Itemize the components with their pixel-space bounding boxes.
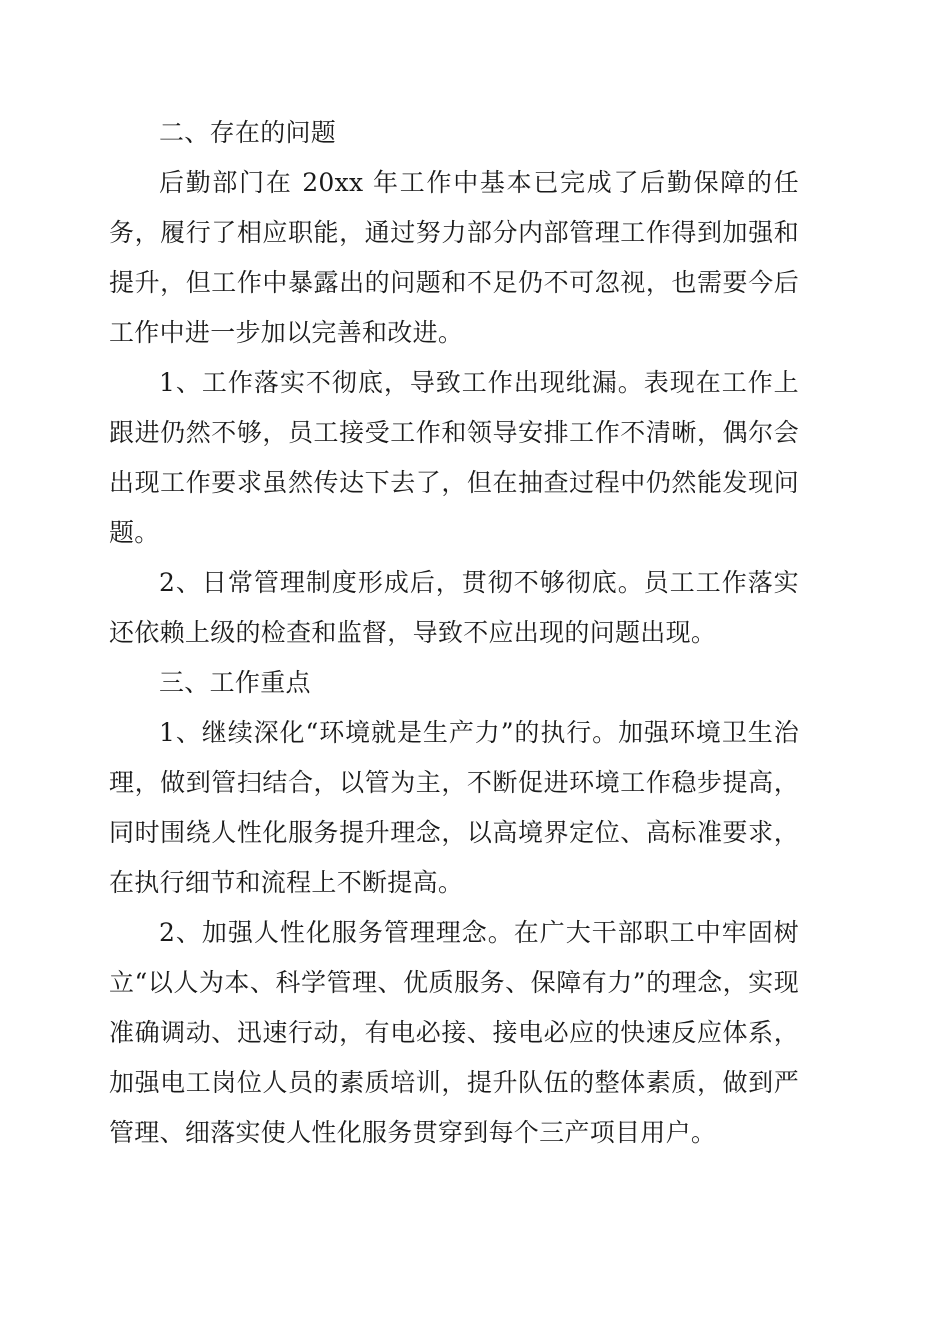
section-heading-problems: 二、存在的问题 bbox=[159, 118, 337, 147]
paragraph-overview: 后勤部门在 20xx 年工作中基本已完成了后勤保障的任务，履行了相应职能，通过努力部分内部管理工作得到加强和提升，但工作中暴露出的问题和不足仍不可忽视，也需要今后工作中进一步加以完善和改进。 bbox=[109, 168, 799, 347]
paragraph-problem-2: 2、日常管理制度形成后，贯彻不够彻底。员工工作落实还依赖上级的检查和监督，导致不应出现的问题出现。 bbox=[109, 568, 799, 647]
document-body bbox=[109, 108, 799, 1158]
paragraph-priority-1: 1、继续深化“环境就是生产力”的执行。加强环境卫生治理，做到管扫结合，以管为主，不断促进环境工作稳步提高，同时围绕人性化服务提升理念，以高境界定位、高标准要求，在执行细节和流程上不断提高。 bbox=[109, 718, 799, 897]
paragraph-priority-2: 2、加强人性化服务管理理念。在广大干部职工中牢固树立“以人为本、科学管理、优质服务、保障有力”的理念，实现准确调动、迅速行动，有电必接、接电必应的快速反应体系，加强电工岗位人员的素质培训，提升队伍的整体素质，做到严管理、细落实使人性化服务贯穿到每个三产项目用户。 bbox=[109, 918, 799, 1147]
paragraph-problem-1: 1、工作落实不彻底，导致工作出现纰漏。表现在工作上跟进仍然不够，员工接受工作和领导安排工作不清晰，偶尔会出现工作要求虽然传达下去了，但在抽查过程中仍然能发现问题。 bbox=[109, 368, 799, 547]
section-heading-priorities: 三、工作重点 bbox=[159, 668, 311, 697]
